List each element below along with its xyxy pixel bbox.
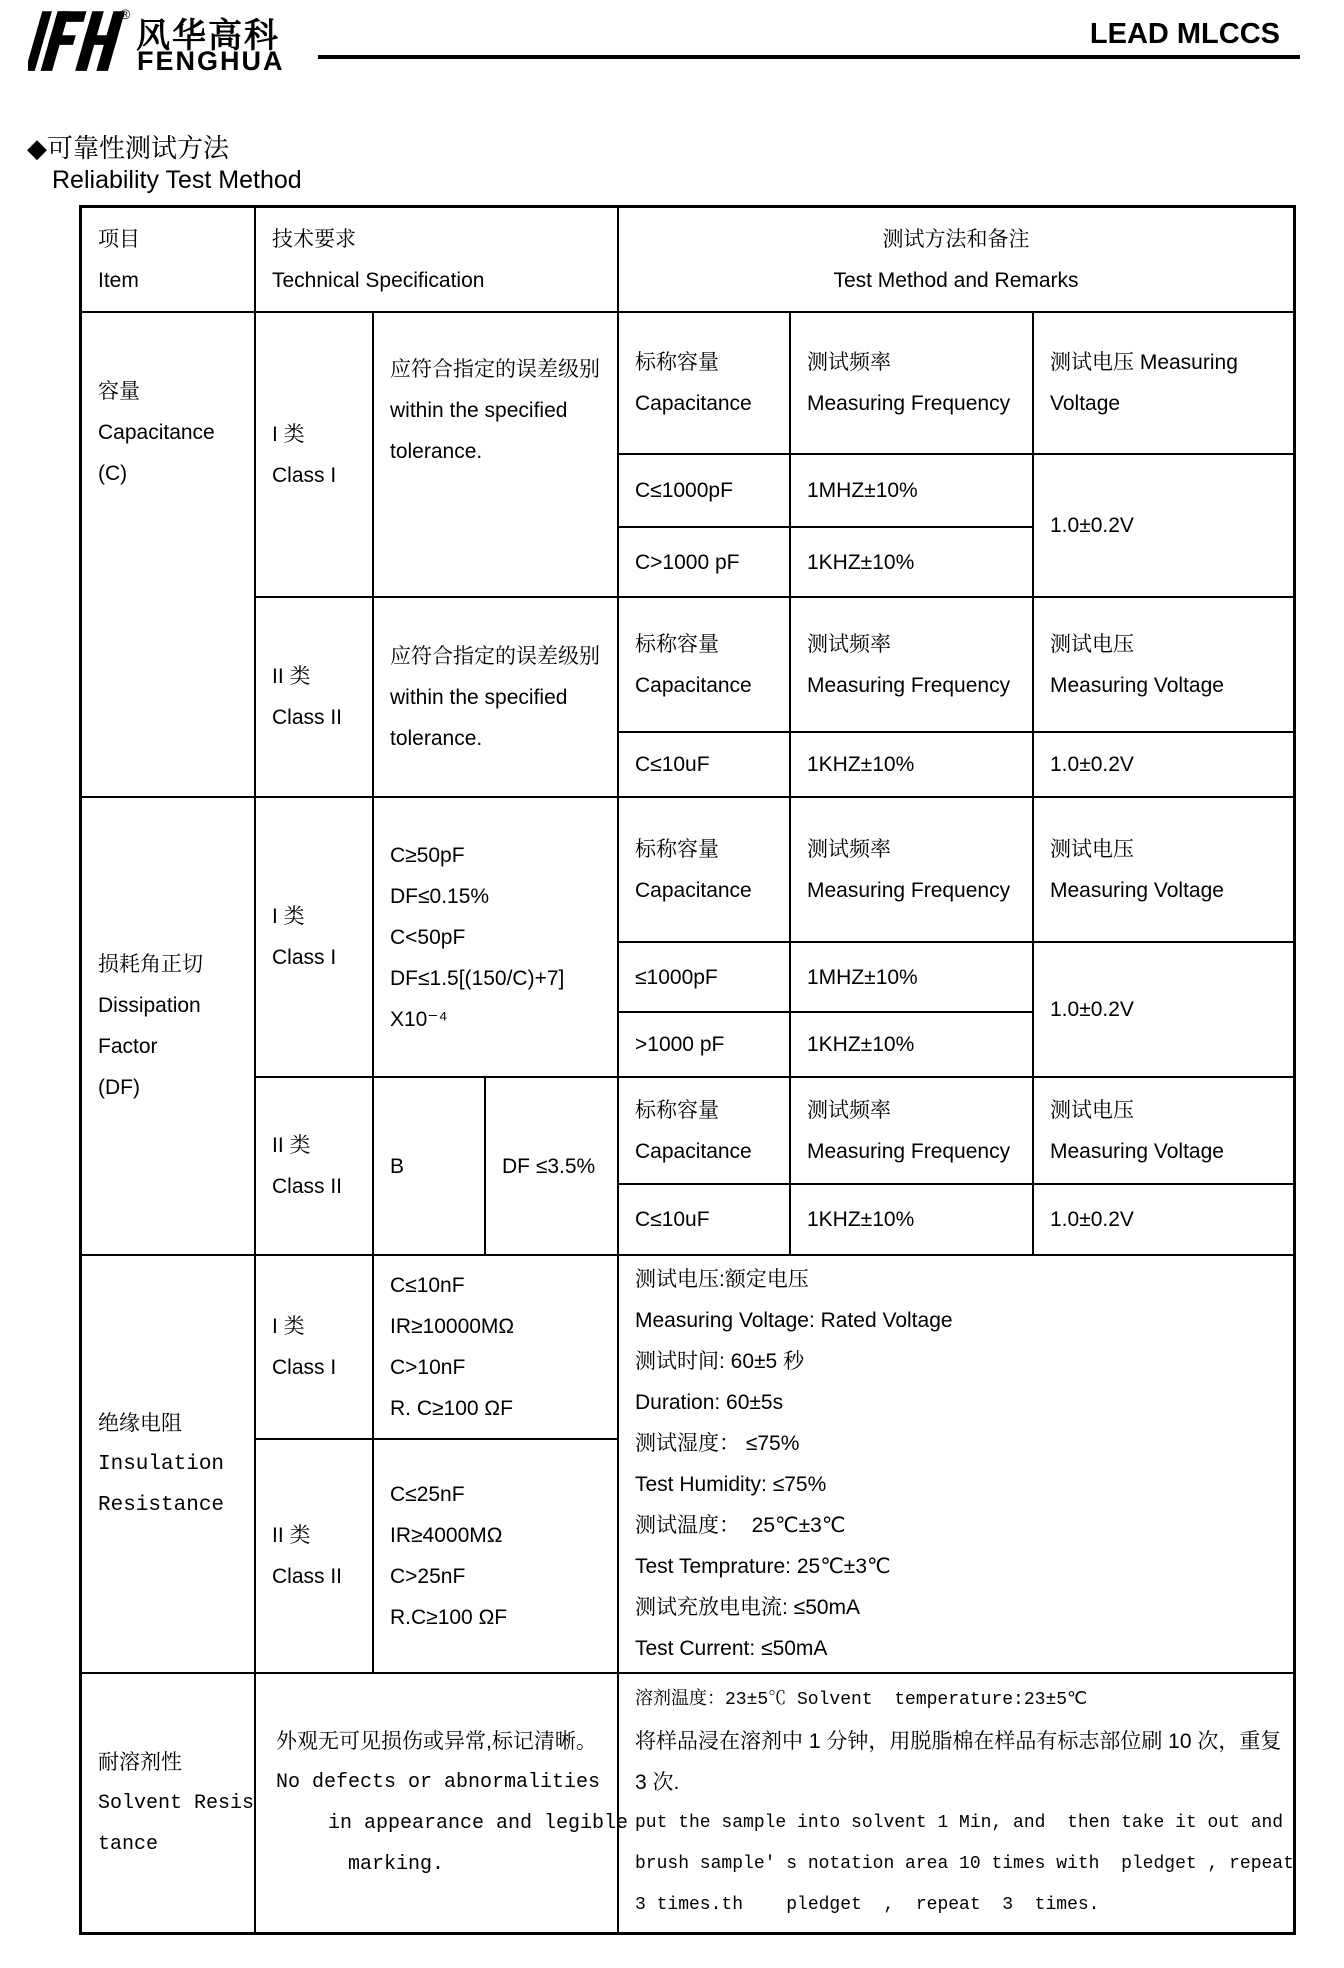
measuring-frequency-en: Measuring Frequency xyxy=(807,673,1011,697)
insulation-class1-label-cell xyxy=(256,1256,374,1438)
frequency-value: 1KHZ±10% xyxy=(807,1208,915,1231)
df-class2-method xyxy=(619,1078,1293,1254)
df-class2-dielectric-cell xyxy=(374,1078,486,1254)
measuring-voltage-header-cell xyxy=(1034,313,1293,455)
df-item-symbol: (DF) xyxy=(98,1076,140,1099)
measuring-frequency-en: Measuring Frequency xyxy=(807,392,1011,415)
spec-line: R. C≥100 ΩF xyxy=(390,1397,513,1420)
insulation-class2-label-cell xyxy=(256,1440,374,1672)
method-line: Test Current: ≤50mA xyxy=(635,1637,828,1660)
capacitance-range-cell xyxy=(619,528,791,596)
class2-label-cn: II 类 xyxy=(272,665,311,688)
method-header-subrow xyxy=(619,598,1293,733)
method-header-subrow xyxy=(619,313,1034,455)
voltage-value: 1.0±0.2V xyxy=(1050,753,1134,776)
spec-line: No defects or abnormalities xyxy=(276,1771,601,1794)
capacitance-range-value: >1000 pF xyxy=(635,1033,725,1056)
nominal-capacitance-header-cell xyxy=(619,798,791,941)
document-title: LEAD MLCCS xyxy=(1089,18,1280,50)
spec-line: 应符合指定的误差级别 xyxy=(390,358,600,381)
capacitance-range-cell xyxy=(619,1185,791,1254)
nominal-capacitance-cn: 标称容量 xyxy=(635,351,719,374)
nominal-capacitance-en: Capacitance xyxy=(635,878,752,902)
capacitance-range-value: C≤1000pF xyxy=(635,479,733,502)
class1-label-en: Class I xyxy=(272,463,337,487)
spec-line: C≤10nF xyxy=(390,1274,465,1297)
frequency-value: 1MHZ±10% xyxy=(807,479,918,502)
method-line: put the sample into solvent 1 Min, and then take it out and xyxy=(635,1813,1284,1833)
method-line: 3 times.th pledget , repeat 3 times. xyxy=(635,1895,1100,1915)
insulation-class2-block xyxy=(256,1440,619,1672)
spec-line: C≤25nF xyxy=(390,1483,465,1506)
header-item-en: Item xyxy=(98,268,139,292)
class1-label-en: Class I xyxy=(272,946,337,969)
capacitance-item-cn: 容量 xyxy=(98,380,140,403)
insulation-method-cell xyxy=(619,1256,1293,1672)
frequency-value: 1KHZ±10% xyxy=(807,753,915,776)
capacitance-range-cell xyxy=(619,943,791,1011)
frequency-value-cell xyxy=(791,455,1034,526)
dissipation-factor-section xyxy=(82,798,1293,1256)
spec-line: C<50pF xyxy=(390,925,466,949)
insulation-class1-spec-cell xyxy=(374,1256,619,1438)
header-item-cell xyxy=(82,208,256,311)
voltage-value-cell xyxy=(1034,1185,1293,1254)
measuring-frequency-header-cell xyxy=(791,798,1034,941)
df-item-en1: Dissipation xyxy=(98,994,201,1017)
nominal-capacitance-cn: 标称容量 xyxy=(635,632,719,656)
capacitance-range-cell xyxy=(619,455,791,526)
spec-line: DF≤1.5[(150/C)+7] xyxy=(390,966,565,990)
class1-label-cn: I 类 xyxy=(272,905,305,928)
spec-line: in appearance and legible xyxy=(328,1812,629,1835)
solvent-item-cell xyxy=(82,1674,256,1932)
capacitance-class2-block xyxy=(256,598,1293,796)
class2-label-cn: II 类 xyxy=(272,1134,311,1157)
reliability-test-table xyxy=(79,205,1296,1935)
method-left-columns xyxy=(619,313,1034,596)
data-subrow xyxy=(619,455,1034,528)
measuring-voltage-cn: 测试电压 xyxy=(1050,837,1134,861)
spec-line: C≥50pF xyxy=(390,843,465,867)
header-spec-cn: 技术要求 xyxy=(272,227,356,251)
method-line: 测试温度： 25℃±3℃ xyxy=(635,1514,846,1537)
df-class1-block xyxy=(256,798,1293,1078)
header-spec-cell xyxy=(256,208,619,311)
header-method-en: Test Method and Remarks xyxy=(833,268,1079,292)
nominal-capacitance-en: Capacitance xyxy=(635,392,752,415)
method-line: 测试充放电电流: ≤50mA xyxy=(635,1596,861,1619)
frequency-value: 1KHZ±10% xyxy=(807,550,915,574)
measuring-voltage-header-cell xyxy=(1034,798,1293,943)
measuring-frequency-cn: 测试频率 xyxy=(807,1098,891,1122)
dielectric-code: B xyxy=(390,1154,405,1178)
data-subrow xyxy=(619,943,1034,1013)
measuring-frequency-cn: 测试频率 xyxy=(807,632,891,656)
insulation-classes-column xyxy=(256,1256,619,1672)
header-rule xyxy=(318,55,1300,59)
measuring-frequency-en: Measuring Frequency xyxy=(807,878,1011,902)
insulation-item-en1: Insulation xyxy=(98,1452,225,1476)
spec-line: IR≥4000MΩ xyxy=(390,1524,503,1547)
solvent-item-en1: Solvent Resis xyxy=(98,1791,255,1815)
method-line: 测试电压:额定电压 xyxy=(635,1268,809,1291)
spec-line: within the specified xyxy=(390,399,568,422)
class1-label-cn: I 类 xyxy=(272,422,305,446)
section-title-chinese: ◆可靠性测试方法 xyxy=(27,133,229,163)
header-method-cn: 测试方法和备注 xyxy=(882,227,1030,251)
insulation-item-cell xyxy=(82,1256,256,1672)
method-line: Test Humidity: ≤75% xyxy=(635,1473,827,1496)
nominal-capacitance-en: Capacitance xyxy=(635,673,752,697)
measuring-frequency-header-cell xyxy=(791,313,1034,453)
measuring-voltage-cn: 测试电压 xyxy=(1050,632,1134,656)
insulation-resistance-section xyxy=(82,1256,1293,1674)
method-header-subrow xyxy=(619,1078,1293,1185)
nominal-capacitance-cn: 标称容量 xyxy=(635,837,719,861)
registered-trademark-icon: ® xyxy=(120,6,131,22)
frequency-value-cell xyxy=(791,1185,1034,1254)
spec-line: 应符合指定的误差级别 xyxy=(390,644,600,668)
measuring-voltage-header-cell xyxy=(1034,598,1293,731)
frequency-value-cell xyxy=(791,733,1034,796)
method-line: Duration: 60±5s xyxy=(635,1391,784,1414)
nominal-capacitance-header-cell xyxy=(619,313,791,453)
insulation-item-cn: 绝缘电阻 xyxy=(98,1411,182,1435)
voltage-value: 1.0±0.2V xyxy=(1050,1208,1134,1231)
method-line: 将样品浸在溶剂中 1 分钟，用脱脂棉在样品有标志部位刷 10 次，重复 xyxy=(635,1730,1282,1753)
voltage-value-cell xyxy=(1034,943,1293,1076)
df-class1-label-cell xyxy=(256,798,374,1076)
measuring-voltage-en: Voltage xyxy=(1050,392,1121,415)
method-line: Test Temprature: 25℃±3℃ xyxy=(635,1555,891,1578)
capacitance-range-value: C≤10uF xyxy=(635,1208,710,1231)
df-class2-block xyxy=(256,1078,1293,1254)
table-header-row xyxy=(82,208,1293,313)
df-item-cn: 损耗角正切 xyxy=(98,953,203,976)
measuring-frequency-header-cell xyxy=(791,1078,1034,1183)
method-line: Measuring Voltage: Rated Voltage xyxy=(635,1309,953,1332)
frequency-value: 1MHZ±10% xyxy=(807,965,918,989)
measuring-voltage-cn: 测试电压 xyxy=(1050,1098,1134,1122)
data-subrow xyxy=(619,528,1034,596)
measuring-voltage-en: Measuring Voltage xyxy=(1050,878,1224,902)
nominal-capacitance-header-cell xyxy=(619,1078,791,1183)
frequency-value-cell xyxy=(791,943,1034,1011)
measuring-voltage-column xyxy=(1034,313,1293,596)
method-left-columns xyxy=(619,798,1034,1076)
capacitance-class1-label-cell xyxy=(256,313,374,596)
measuring-frequency-cn: 测试频率 xyxy=(807,837,891,861)
class2-label-en: Class II xyxy=(272,706,343,729)
class2-label-cn: II 类 xyxy=(272,1524,311,1547)
frequency-value-cell xyxy=(791,1013,1034,1076)
solvent-item-cn: 耐溶剂性 xyxy=(98,1750,182,1774)
capacitance-range-cell xyxy=(619,1013,791,1076)
spec-line: within the specified xyxy=(390,685,568,709)
solvent-spec-cell xyxy=(256,1674,629,1932)
spec-line: marking. xyxy=(348,1853,445,1876)
solvent-method-cell xyxy=(619,1674,1293,1932)
spec-line: DF≤0.15% xyxy=(390,884,490,908)
capacitance-class1-spec-cell xyxy=(374,313,619,596)
capacitance-class1-method xyxy=(619,313,1293,596)
df-class2-limit-cell xyxy=(486,1078,619,1254)
df-class2-label-cell xyxy=(256,1078,374,1254)
class2-label-en: Class II xyxy=(272,1565,343,1588)
method-header-subrow xyxy=(619,798,1034,943)
measuring-frequency-header-cell xyxy=(791,598,1034,731)
section-title-english: Reliability Test Method xyxy=(52,166,302,194)
capacitance-range-value: ≤1000pF xyxy=(635,965,718,989)
data-subrow xyxy=(619,1013,1034,1076)
df-limit-value: DF ≤3.5% xyxy=(502,1154,596,1178)
method-line: brush sample' s notation area 10 times with pledget , repeat xyxy=(635,1854,1294,1874)
df-class1-method xyxy=(619,798,1293,1076)
measuring-frequency-cn: 测试频率 xyxy=(807,351,891,374)
data-subrow xyxy=(619,1185,1293,1254)
frequency-value-cell xyxy=(791,528,1034,596)
method-line: 3 次. xyxy=(635,1771,680,1794)
nominal-capacitance-header-cell xyxy=(619,598,791,731)
df-class1-spec-cell xyxy=(374,798,619,1076)
header-item-cn: 项目 xyxy=(98,227,140,251)
spec-line: R.C≥100 ΩF xyxy=(390,1606,508,1629)
voltage-value-cell xyxy=(1034,455,1293,596)
spec-line: C>10nF xyxy=(390,1356,466,1379)
capacitance-range-value: C≤10uF xyxy=(635,753,710,776)
voltage-value: 1.0±0.2V xyxy=(1050,998,1134,1021)
voltage-value: 1.0±0.2V xyxy=(1050,514,1134,537)
measuring-frequency-en: Measuring Frequency xyxy=(807,1139,1011,1163)
class1-label-cn: I 类 xyxy=(272,1315,305,1338)
measuring-voltage-cn: 测试电压 Measuring xyxy=(1050,351,1238,374)
method-line: 测试时间: 60±5 秒 xyxy=(635,1350,805,1373)
measuring-voltage-en: Measuring Voltage xyxy=(1050,673,1224,697)
insulation-item-en2: Resistance xyxy=(98,1493,225,1517)
df-item-cell xyxy=(82,798,256,1254)
capacitance-body xyxy=(256,313,1293,796)
class2-label-en: Class II xyxy=(272,1175,343,1198)
measuring-voltage-column xyxy=(1034,798,1293,1076)
capacitance-range-value: C>1000 pF xyxy=(635,550,740,574)
df-body xyxy=(256,798,1293,1254)
method-line: 溶剂温度：23±5℃ Solvent temperature:23±5℃ xyxy=(635,1690,1088,1710)
capacitance-class2-spec-cell xyxy=(374,598,619,796)
solvent-item-en2: tance xyxy=(98,1832,159,1856)
spec-line: tolerance. xyxy=(390,726,483,750)
capacitance-class1-block xyxy=(256,313,1293,598)
insulation-class1-block xyxy=(256,1256,619,1440)
voltage-value-cell xyxy=(1034,733,1293,796)
spec-line: IR≥10000MΩ xyxy=(390,1315,515,1338)
capacitance-item-en: Capacitance xyxy=(98,421,215,444)
nominal-capacitance-en: Capacitance xyxy=(635,1139,752,1163)
capacitance-range-cell xyxy=(619,733,791,796)
capacitance-section xyxy=(82,313,1293,798)
capacitance-item-symbol: (C) xyxy=(98,462,128,485)
spec-line: tolerance. xyxy=(390,440,483,463)
insulation-class2-spec-cell xyxy=(374,1440,619,1672)
spec-line: C>25nF xyxy=(390,1565,466,1588)
df-item-en2: Factor xyxy=(98,1035,158,1058)
solvent-resistance-section xyxy=(82,1674,1293,1932)
brand-name-english: FENGHUA xyxy=(137,46,285,76)
data-subrow xyxy=(619,733,1293,796)
capacitance-item-cell xyxy=(82,313,256,796)
measuring-voltage-en: Measuring Voltage xyxy=(1050,1139,1224,1163)
method-line: 测试湿度： ≤75% xyxy=(635,1432,800,1455)
spec-line: X10⁻⁴ xyxy=(390,1007,448,1031)
frequency-value: 1KHZ±10% xyxy=(807,1033,915,1056)
header-spec-en: Technical Specification xyxy=(272,268,485,292)
capacitance-class2-method xyxy=(619,598,1293,796)
spec-line: 外观无可见损伤或异常,标记清晰。 xyxy=(276,1730,597,1753)
measuring-voltage-header-cell xyxy=(1034,1078,1293,1183)
nominal-capacitance-cn: 标称容量 xyxy=(635,1098,719,1122)
fenghua-logo-icon xyxy=(28,6,131,86)
capacitance-class2-label-cell xyxy=(256,598,374,796)
header-method-cell xyxy=(619,208,1293,311)
class1-label-en: Class I xyxy=(272,1356,337,1379)
brand-name-chinese: 风华高科 xyxy=(136,17,280,55)
